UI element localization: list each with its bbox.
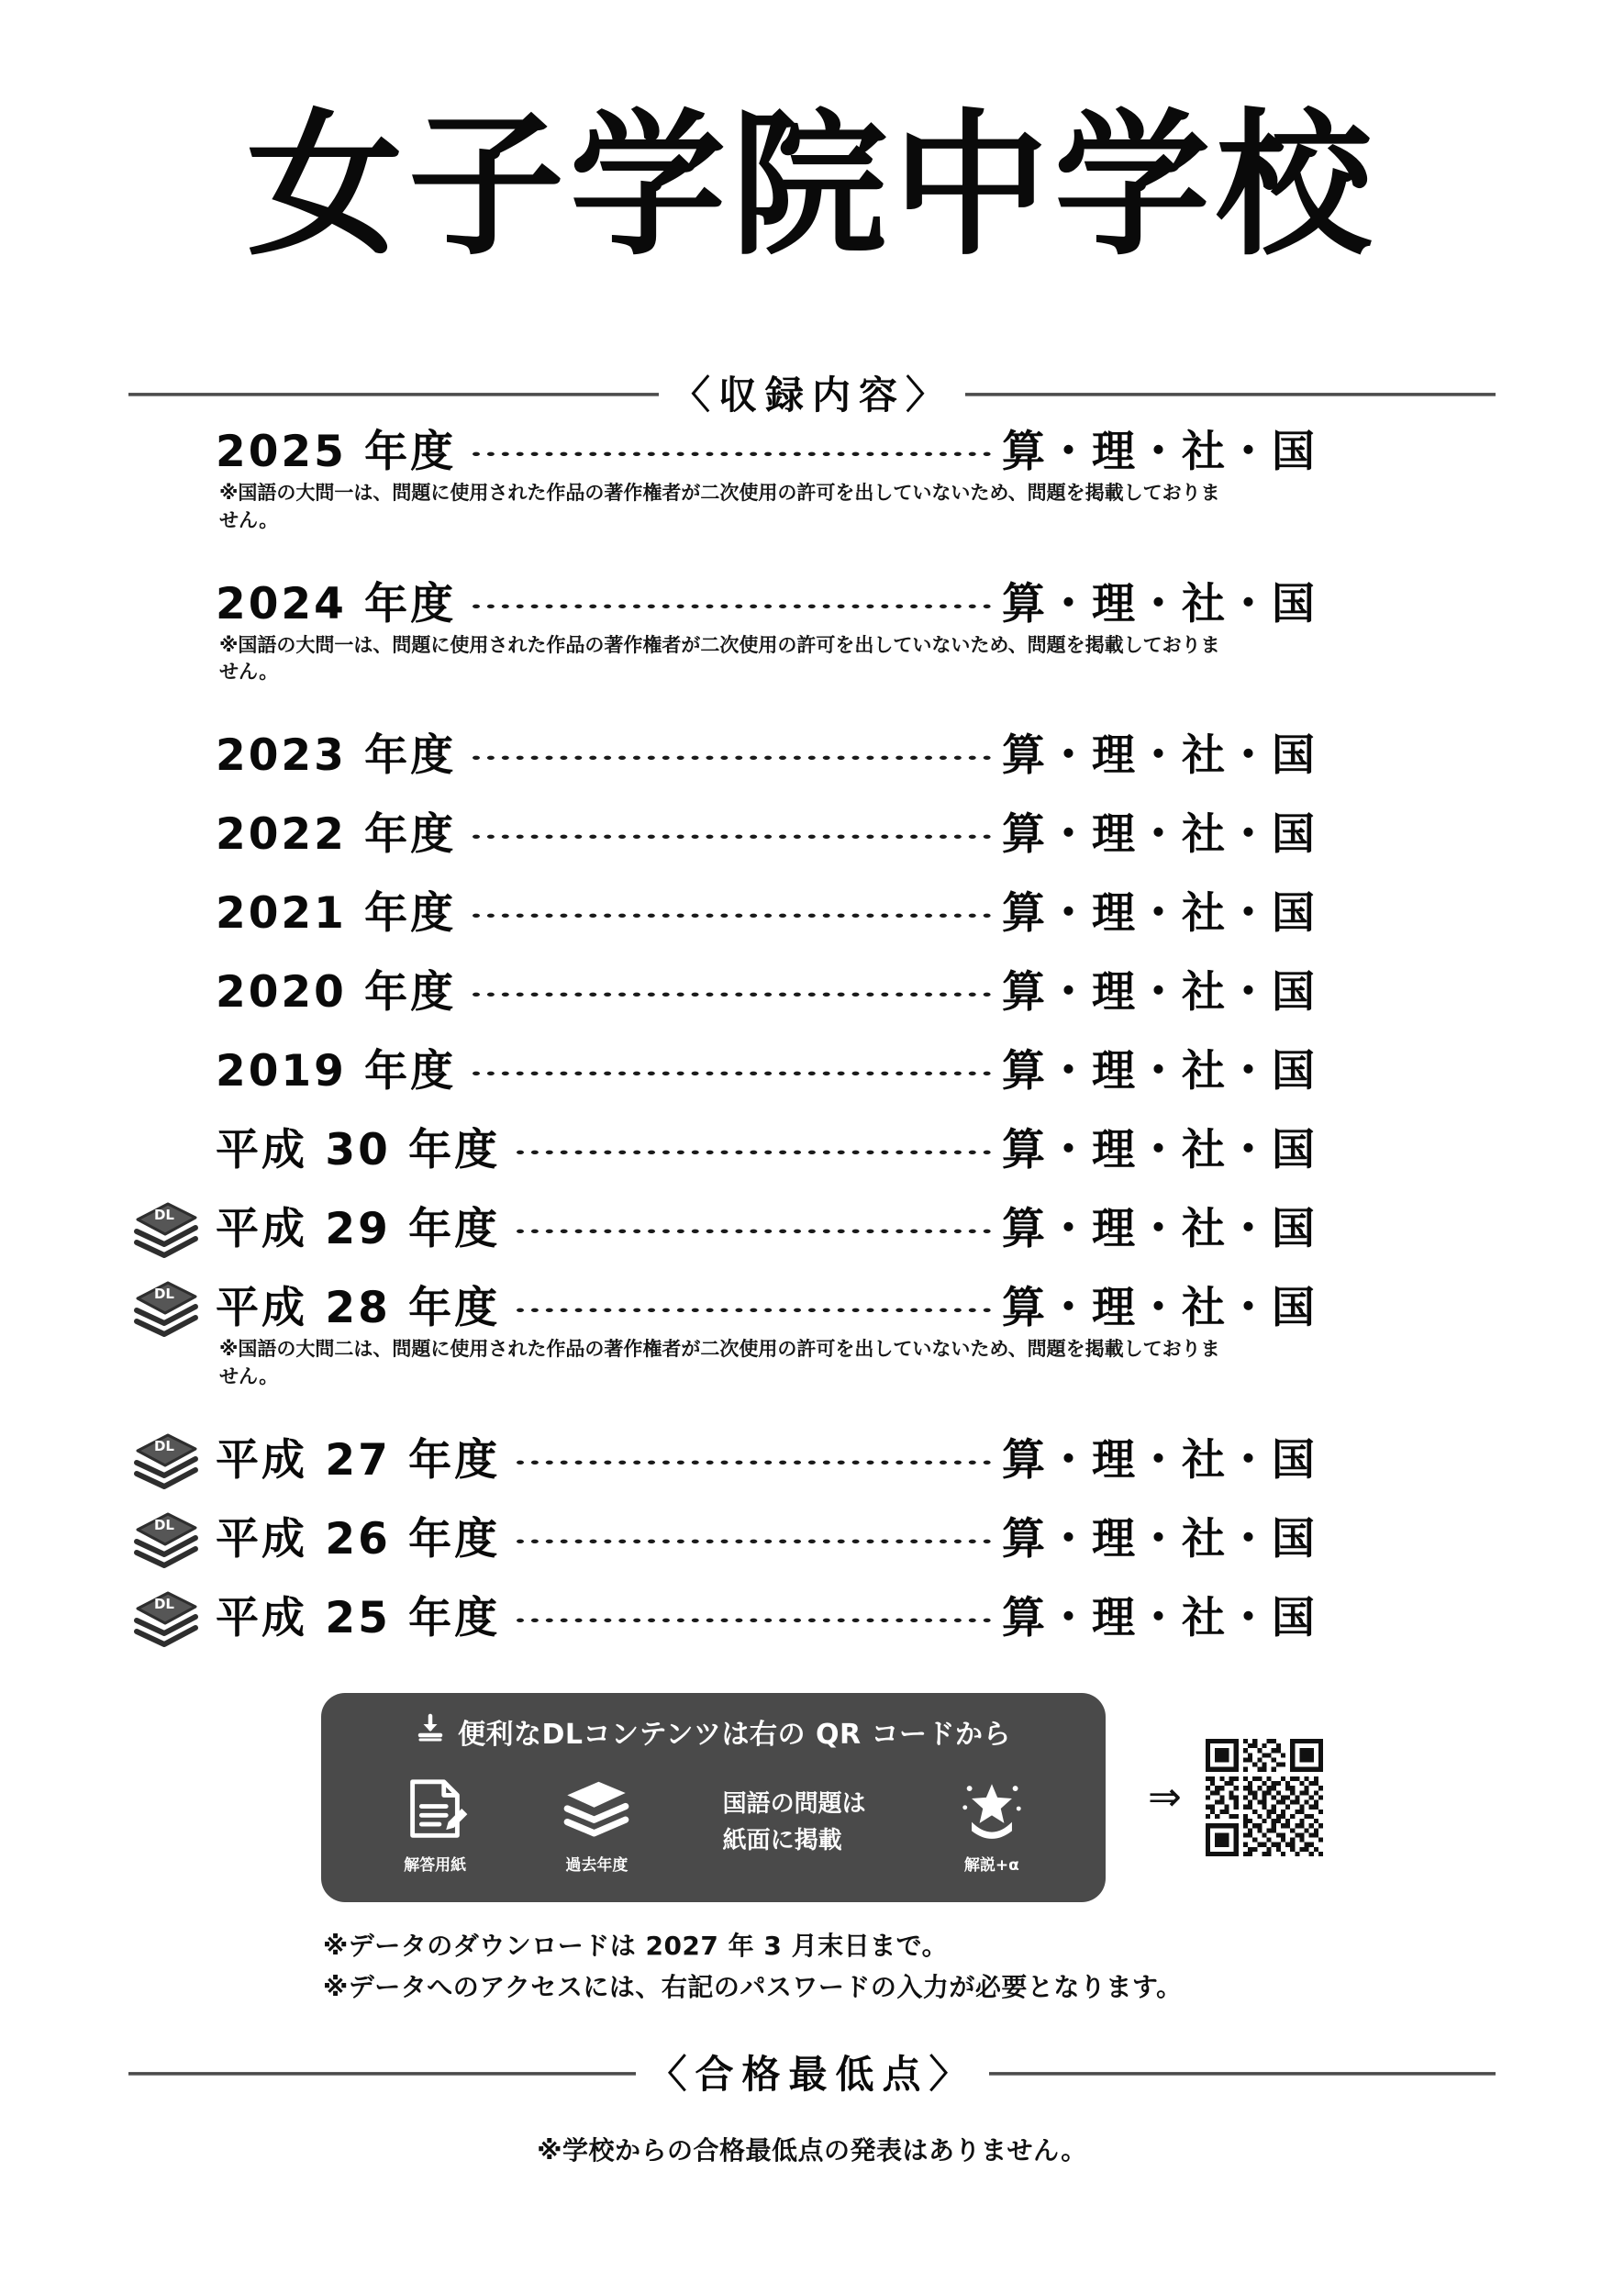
arrow-right-icon: ⇒ (1148, 1774, 1182, 1821)
year-subjects: 算・理・社・国 (1002, 1125, 1317, 1176)
year-label: 平成 25 年度 (216, 1592, 501, 1643)
passing-score-note: ※学校からの合格最低点の発表はありません。 (537, 2135, 1087, 2166)
dl-footnote-password: ※データへのアクセスには、右記のパスワードの入力が必要となります。 (323, 1972, 1183, 2003)
year-label: 平成 27 年度 (216, 1434, 501, 1486)
leader-dots (473, 604, 991, 608)
dl-footnote-deadline: ※データのダウンロードは 2027 年 3 月末日まで。 (323, 1931, 949, 1961)
year-label: 2019 年度 (216, 1046, 457, 1097)
year-row (216, 958, 1317, 1037)
dl-promo-row (321, 1693, 1505, 1902)
year-label: 2021 年度 (216, 888, 457, 940)
year-row (216, 418, 1317, 489)
year-row (216, 800, 1317, 879)
year-subjects: 算・理・社・国 (1002, 1513, 1317, 1565)
contents-section-caption: 〈収録内容〉 (672, 373, 953, 418)
leader-dots (517, 1539, 991, 1543)
promo-item-commentary-caption: 解説+α (963, 1855, 1019, 1875)
dl-promo-box (321, 1693, 1106, 1902)
qr-code[interactable] (1206, 1739, 1323, 1856)
svg-text:DL: DL (153, 1207, 175, 1224)
year-subjects: 算・理・社・国 (1002, 578, 1317, 629)
year-note: ※国語の大問一は、問題に使用された作品の著作権者が二次使用の許可を出していないため、問題を掲載しておりません。 (219, 482, 1220, 531)
dl-footnotes (323, 1925, 1183, 2009)
leader-dots (517, 1618, 991, 1622)
divider-line-right (965, 393, 1496, 396)
year-row (153, 1584, 1317, 1663)
leader-dots (517, 1150, 991, 1154)
promo-item-past-years (561, 1773, 632, 1875)
svg-text:DL: DL (153, 1516, 175, 1533)
year-row (216, 1116, 1317, 1195)
year-label: 平成 29 年度 (216, 1204, 501, 1255)
promo-item-answer-sheet-caption: 解答用紙 (404, 1855, 467, 1875)
star-ribbon-icon (956, 1773, 1028, 1848)
dl-book-stack-icon (131, 1587, 203, 1648)
leader-dots (473, 755, 991, 760)
year-list (153, 418, 1317, 1663)
book-stack-icon (561, 1773, 632, 1848)
year-subjects: 算・理・社・国 (1002, 888, 1317, 940)
year-subjects: 算・理・社・国 (1002, 1434, 1317, 1486)
year-subjects: 算・理・社・国 (1002, 1592, 1317, 1643)
dl-promo-headline-row (345, 1711, 1082, 1752)
spacer (216, 686, 1317, 721)
svg-text:DL: DL (153, 1595, 175, 1612)
dl-book-stack-icon (131, 1430, 203, 1490)
divider-line-left (128, 393, 659, 396)
year-label: 2022 年度 (216, 809, 457, 861)
answer-sheet-icon (399, 1773, 471, 1848)
year-row (216, 570, 1317, 641)
year-label: 平成 28 年度 (216, 1283, 501, 1334)
year-row (216, 721, 1317, 800)
leader-dots (517, 1460, 991, 1464)
dl-promo-items (345, 1752, 1082, 1889)
year-subjects: 算・理・社・国 (1002, 1046, 1317, 1097)
promo-item-past-years-caption: 過去年度 (565, 1855, 628, 1875)
promo-item-answer-sheet (399, 1773, 471, 1875)
year-note: ※国語の大問一は、問題に使用された作品の著作権者が二次使用の許可を出していないため、問題を掲載しておりません。 (219, 633, 1220, 684)
year-subjects: 算・理・社・国 (1002, 427, 1317, 477)
dl-book-stack-icon (131, 1198, 203, 1259)
promo-middle-note-line1: 国語の問題は (722, 1790, 866, 1819)
divider-line-right (989, 2072, 1496, 2076)
dl-book-stack-icon (131, 1509, 203, 1569)
leader-dots (517, 1229, 991, 1233)
year-label: 2025 年度 (216, 427, 457, 477)
year-subjects: 算・理・社・国 (1002, 1283, 1317, 1334)
promo-item-commentary (956, 1773, 1028, 1875)
year-subjects: 算・理・社・国 (1002, 967, 1317, 1019)
year-row (153, 1426, 1317, 1505)
divider-line-left (128, 2072, 636, 2076)
page-title: 女子学院中学校 (246, 95, 1377, 277)
leader-dots (473, 992, 991, 997)
year-row (153, 1195, 1317, 1274)
spacer (216, 535, 1317, 570)
leader-dots (473, 451, 991, 456)
year-note: ※国語の大問二は、問題に使用された作品の著作権者が二次使用の許可を出していないため、問題を掲載しておりません。 (219, 1338, 1220, 1388)
year-row (216, 879, 1317, 958)
year-label: 2023 年度 (216, 730, 457, 782)
download-icon (416, 1713, 445, 1750)
year-subjects: 算・理・社・国 (1002, 1204, 1317, 1255)
leader-dots (473, 1071, 991, 1075)
spacer (216, 1391, 1317, 1426)
passing-score-section-caption: 〈合格最低点〉 (648, 2052, 976, 2097)
passing-score-section-divider (128, 2046, 1496, 2101)
dl-promo-headline: 便利なDLコンテンツは右の QR コードから (457, 1719, 1011, 1751)
year-label: 2020 年度 (216, 967, 457, 1019)
dl-book-stack-icon (131, 1277, 203, 1338)
year-row (153, 1505, 1317, 1584)
leader-dots (517, 1308, 991, 1312)
year-row (216, 1037, 1317, 1116)
leader-dots (473, 834, 991, 839)
contents-section-divider (128, 367, 1496, 422)
svg-text:DL: DL (153, 1437, 175, 1454)
year-row (153, 1274, 1317, 1345)
promo-middle-note-line2: 紙面に掲載 (722, 1827, 842, 1854)
year-label: 2024 年度 (216, 578, 457, 629)
year-label: 平成 26 年度 (216, 1513, 501, 1565)
promo-middle-note (723, 1789, 866, 1857)
year-label: 平成 30 年度 (216, 1125, 501, 1176)
year-subjects: 算・理・社・国 (1002, 809, 1317, 861)
svg-text:DL: DL (153, 1286, 175, 1303)
year-subjects: 算・理・社・国 (1002, 730, 1317, 782)
leader-dots (473, 913, 991, 918)
